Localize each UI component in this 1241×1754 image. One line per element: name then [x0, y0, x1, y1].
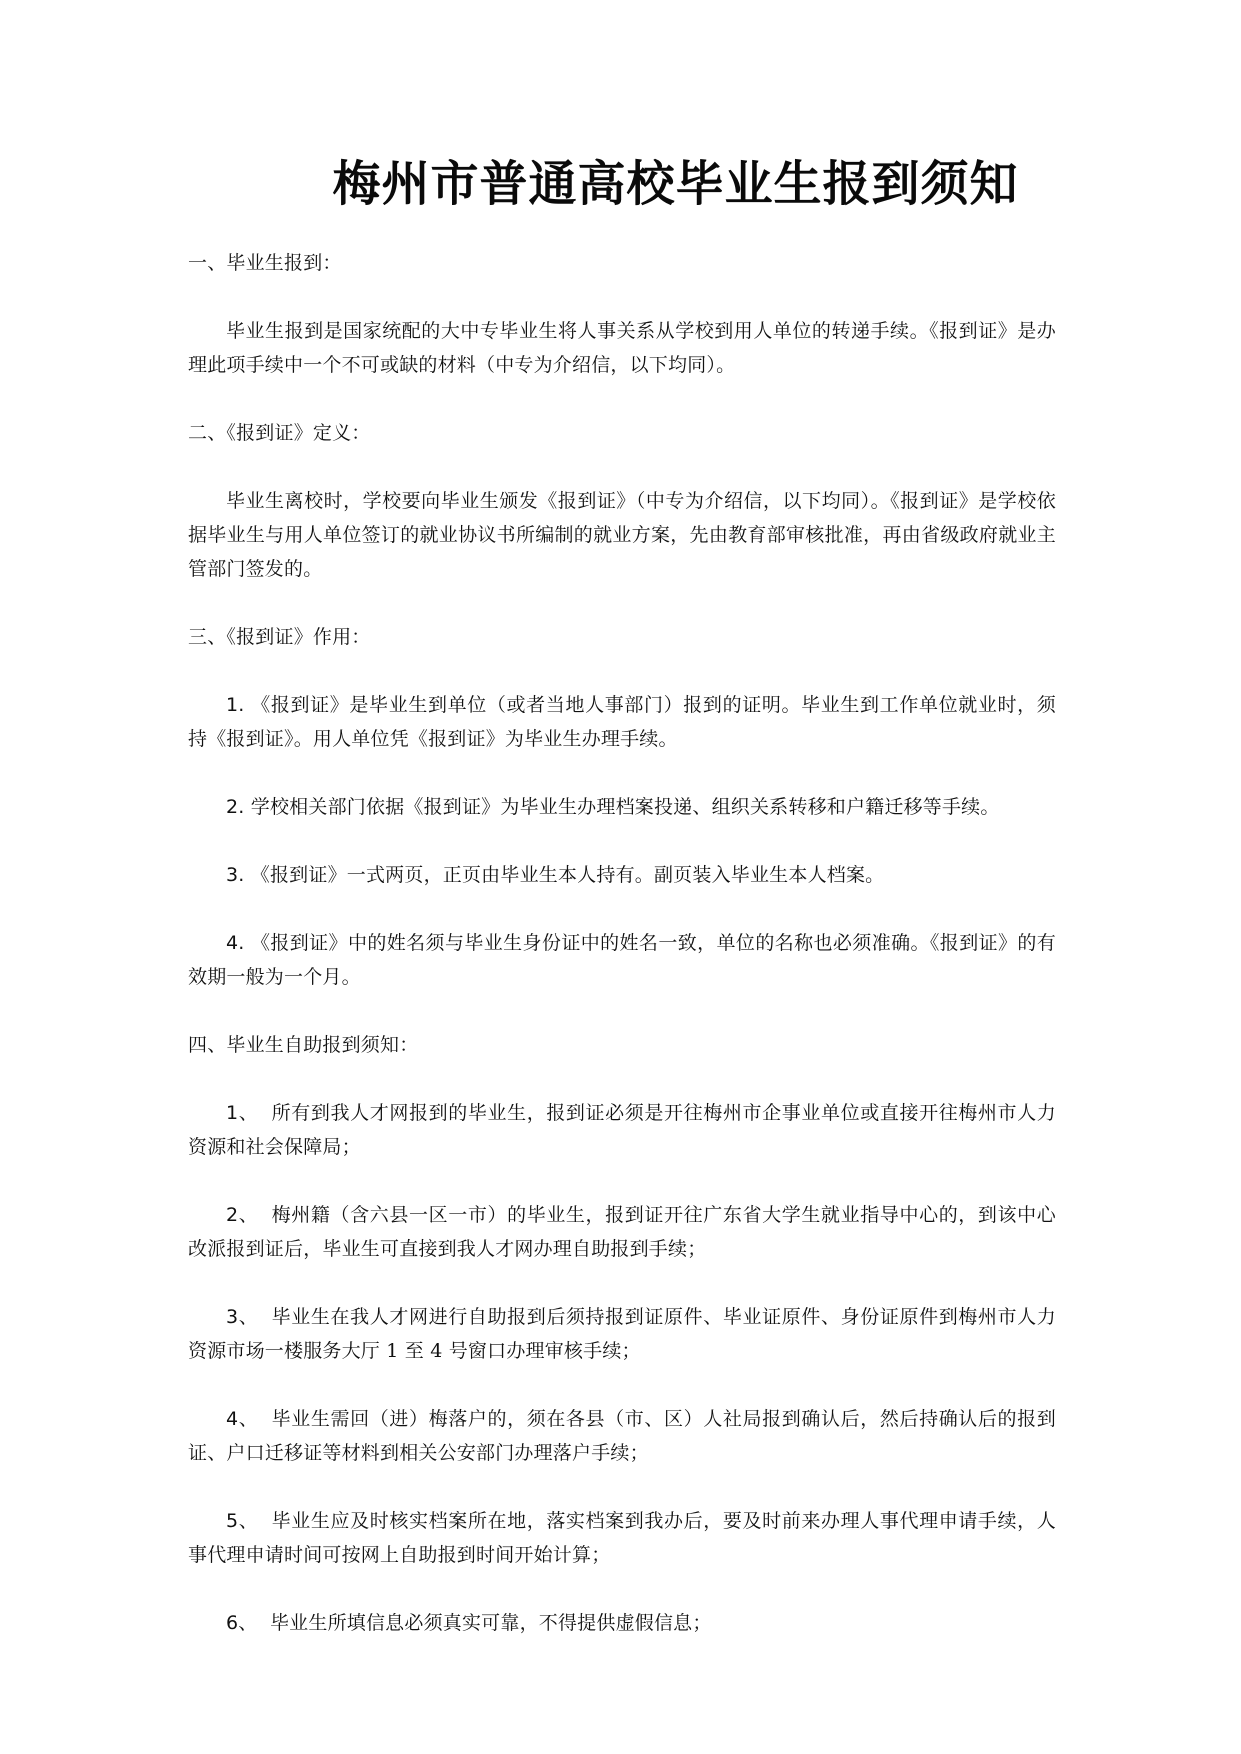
list-item-text: 《报到证》是毕业生到单位（或者当地人事部门）报到的证明。毕业生到工作单位就业时，须持《报到证》。用人单位凭《报到证》为毕业生办理手续。	[188, 694, 1056, 750]
list-item	[188, 790, 1056, 824]
document-body	[188, 246, 1056, 1674]
list-item-number: 1.	[226, 694, 245, 716]
list-item-number: 4.	[226, 932, 245, 954]
list-item-text: 《报到证》一式两页，正页由毕业生本人持有。副页装入毕业生本人档案。	[250, 864, 885, 886]
list-item-text: 毕业生需回（进）梅落户的，须在各县（市、区）人社局报到确认后，然后持确认后的报到证、户口迁移证等材料到相关公安部门办理落户手续；	[188, 1408, 1056, 1464]
list-item-number: 4、	[226, 1408, 259, 1430]
list-item-number: 3、	[226, 1306, 259, 1328]
list-item-text: 学校相关部门依据《报到证》为毕业生办理档案投递、组织关系转移和户籍迁移等手续。	[250, 796, 1000, 818]
list-item-number: 6、	[226, 1612, 258, 1634]
list-item-number: 3.	[226, 864, 245, 886]
list-item-text: 毕业生在我人才网进行自助报到后须持报到证原件、毕业证原件、身份证原件到梅州市人力资源市场一楼服务大厅 1 至 4 号窗口办理审核手续；	[188, 1306, 1056, 1362]
section-heading: 二、《报到证》定义：	[188, 422, 371, 444]
list-item-number: 2、	[226, 1204, 259, 1226]
list-item	[188, 1402, 1056, 1470]
section-paragraph: 毕业生离校时，学校要向毕业生颁发《报到证》（中专为介绍信，以下均同）。《报到证》是学校依据毕业生与用人单位签订的就业协议书所编制的就业方案，先由教育部审核批准，再由省级政府就业主管部门签发的。	[188, 490, 1056, 580]
list-item-text: 《报到证》中的姓名须与毕业生身份证中的姓名一致，单位的名称也必须准确。《报到证》的有效期一般为一个月。	[188, 932, 1056, 988]
section-heading: 三、《报到证》作用：	[188, 626, 371, 648]
list-item	[188, 858, 1056, 892]
list-item-number: 2.	[226, 796, 245, 818]
list-item	[188, 688, 1056, 756]
list-item	[188, 1606, 1056, 1640]
section-heading: 四、毕业生自助报到须知：	[188, 1034, 419, 1056]
section-paragraph: 毕业生报到是国家统配的大中专毕业生将人事关系从学校到用人单位的转递手续。《报到证》是办理此项手续中一个不可或缺的材料（中专为介绍信，以下均同）。	[188, 320, 1056, 376]
list-item-number: 1、	[226, 1102, 259, 1124]
list-item-number: 5、	[226, 1510, 259, 1532]
list-item	[188, 1504, 1056, 1572]
list-item	[188, 1300, 1056, 1368]
section-heading: 一、毕业生报到：	[188, 252, 342, 274]
document-title: 梅州市普通高校毕业生报到须知	[332, 156, 1019, 212]
list-item	[188, 926, 1056, 994]
list-item-text: 梅州籍（含六县一区一市）的毕业生，报到证开往广东省大学生就业指导中心的，到该中心改派报到证后，毕业生可直接到我人才网办理自助报到手续；	[188, 1204, 1056, 1260]
list-item-text: 毕业生所填信息必须真实可靠，不得提供虚假信息；	[269, 1612, 712, 1634]
list-item-text: 毕业生应及时核实档案所在地，落实档案到我办后，要及时前来办理人事代理申请手续，人事代理申请时间可按网上自助报到时间开始计算；	[188, 1510, 1056, 1566]
list-item	[188, 1198, 1056, 1266]
list-item-text: 所有到我人才网报到的毕业生，报到证必须是开往梅州市企事业单位或直接开往梅州市人力资源和社会保障局；	[188, 1102, 1056, 1158]
list-item	[188, 1096, 1056, 1164]
